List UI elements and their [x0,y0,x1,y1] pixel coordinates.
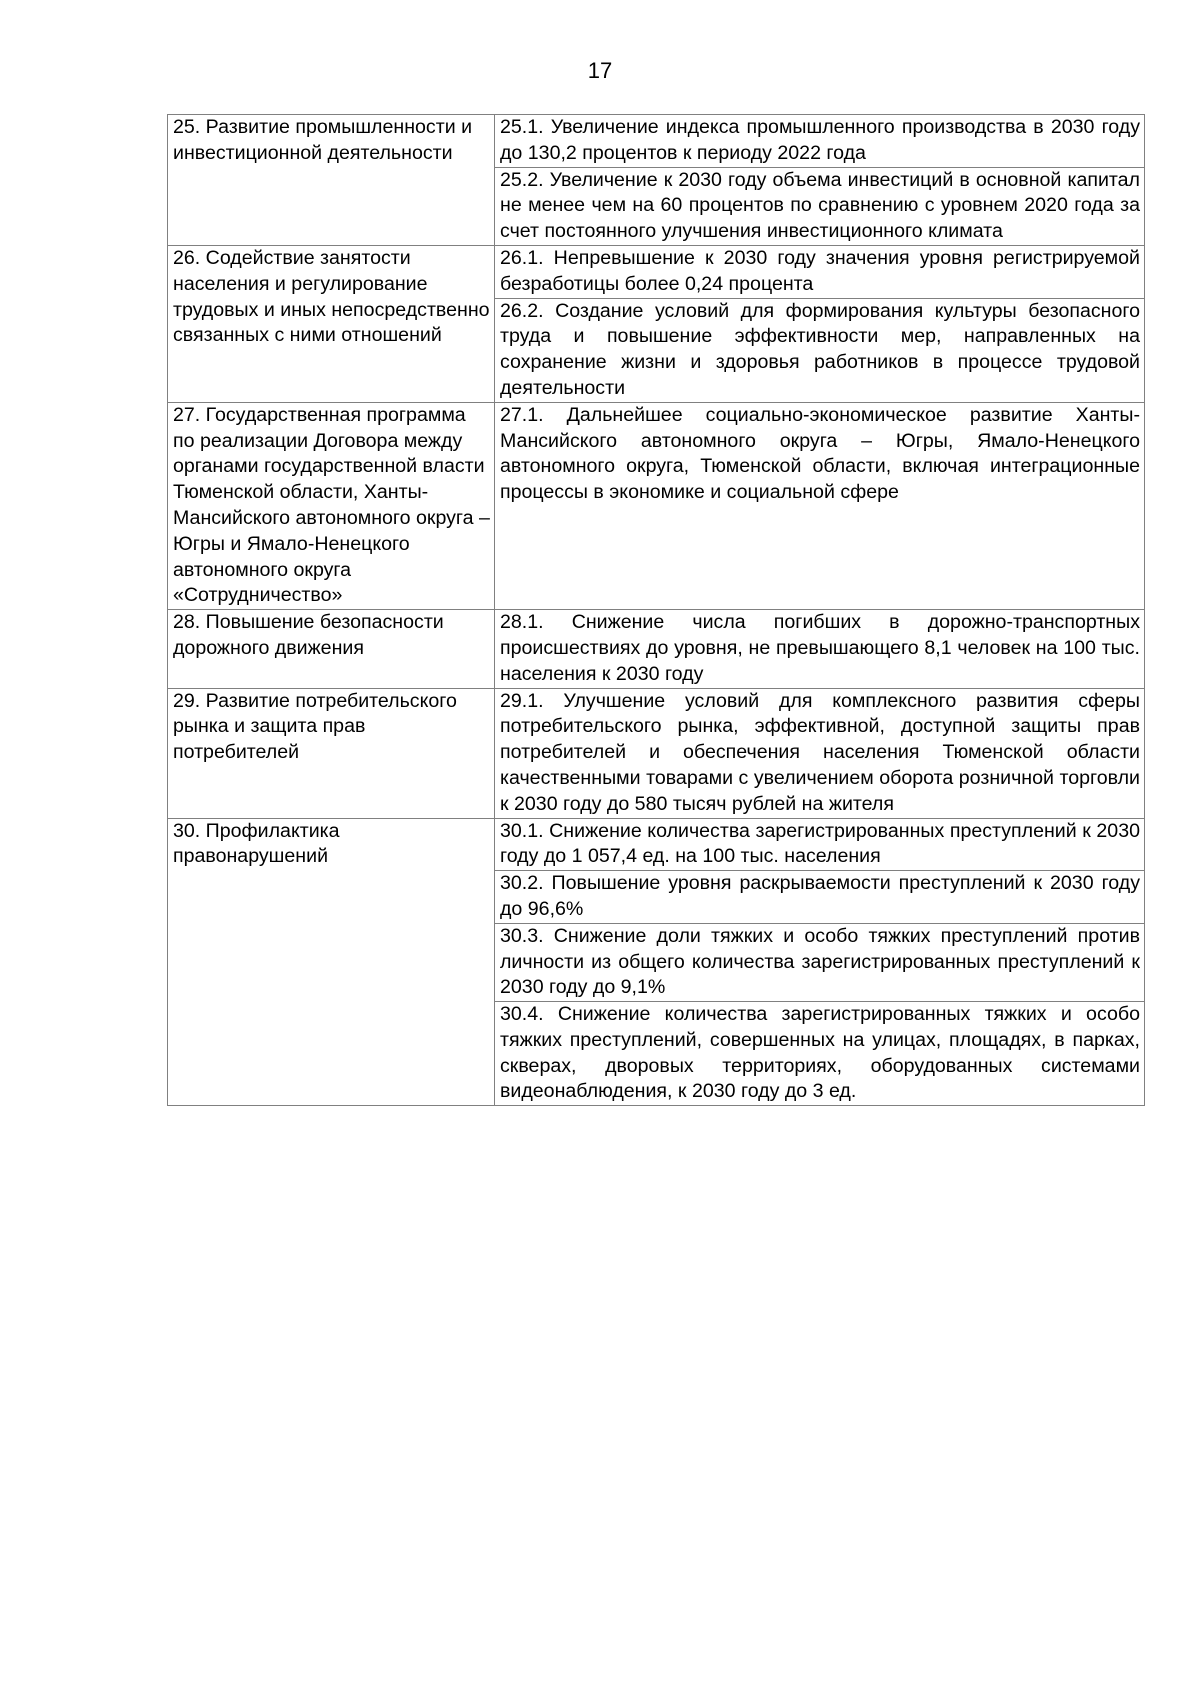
table-row [168,402,1145,609]
target-cell: 25.1. Увеличение индекса промышленного производства в 2030 году до 130,2 процентов к периоду 2022 года [495,115,1145,168]
target-cell: 30.4. Снижение количества зарегистрированных тяжких и особо тяжких преступлений, совершенных на улицах, площадях, в парках, скверах, дворовых территориях, оборудованных системами видеонаблюдения, к 2030 году до 3 ед. [495,1002,1145,1106]
target-cell: 26.1. Непревышение к 2030 году значения уровня регистрируемой безработицы более 0,24 процента [495,245,1145,298]
table-row [168,115,1145,168]
page-number: 17 [587,58,613,83]
target-cell: 27.1. Дальнейшее социально-экономическое развитие Ханты-Мансийского автономного округа – Югры, Ямало-Ненецкого автономного округа, Тюменской области, включая интеграционные процессы в экономике и социальной сфере [495,402,1145,609]
area-cell: 29. Развитие потребительского рынка и защита прав потребителей [168,688,495,818]
target-cell: 30.2. Повышение уровня раскрываемости преступлений к 2030 году до 96,6% [495,871,1145,924]
table-row [168,245,1145,298]
target-cell: 30.3. Снижение доли тяжких и особо тяжких преступлений против личности из общего количества зарегистрированных преступлений к 2030 году до 9,1% [495,923,1145,1001]
area-cell: 27. Государственная программа по реализации Договора между органами государственной власти Тюменской области, Ханты-Мансийского автономного округа – Югры и Ямало-Ненецкого автономного округа «Сотрудничество» [168,402,495,609]
goals-table [167,114,1145,1106]
target-cell: 26.2. Создание условий для формирования культуры безопасного труда и повышение эффективности мер, направленных на сохранение жизни и здоровья работников в процессе трудовой деятельности [495,298,1145,402]
area-cell: 28. Повышение безопасности дорожного движения [168,610,495,688]
area-cell: 26. Содействие занятости населения и регулирование трудовых и иных непосредственно связанных с ними отношений [168,245,495,402]
target-cell: 25.2. Увеличение к 2030 году объема инвестиций в основной капитал не менее чем на 60 процентов по сравнению с уровнем 2020 года за счет постоянного улучшения инвестиционного климата [495,167,1145,245]
table-row [168,818,1145,871]
target-cell: 29.1. Улучшение условий для комплексного развития сферы потребительского рынка, эффективной, доступной защиты прав потребителей и обеспечения населения Тюменской области качественными товарами с увеличением оборота розничной торговли к 2030 году до 580 тысяч рублей на жителя [495,688,1145,818]
area-cell: 30. Профилактика правонарушений [168,818,495,1106]
table-row [168,610,1145,688]
area-cell: 25. Развитие промышленности и инвестиционной деятельности [168,115,495,246]
target-cell: 30.1. Снижение количества зарегистрированных преступлений к 2030 году до 1 057,4 ед. на 100 тыс. населения [495,818,1145,871]
table-row [168,688,1145,818]
target-cell: 28.1. Снижение числа погибших в дорожно-транспортных происшествиях до уровня, не превышающего 8,1 человек на 100 тыс. населения к 2030 году [495,610,1145,688]
